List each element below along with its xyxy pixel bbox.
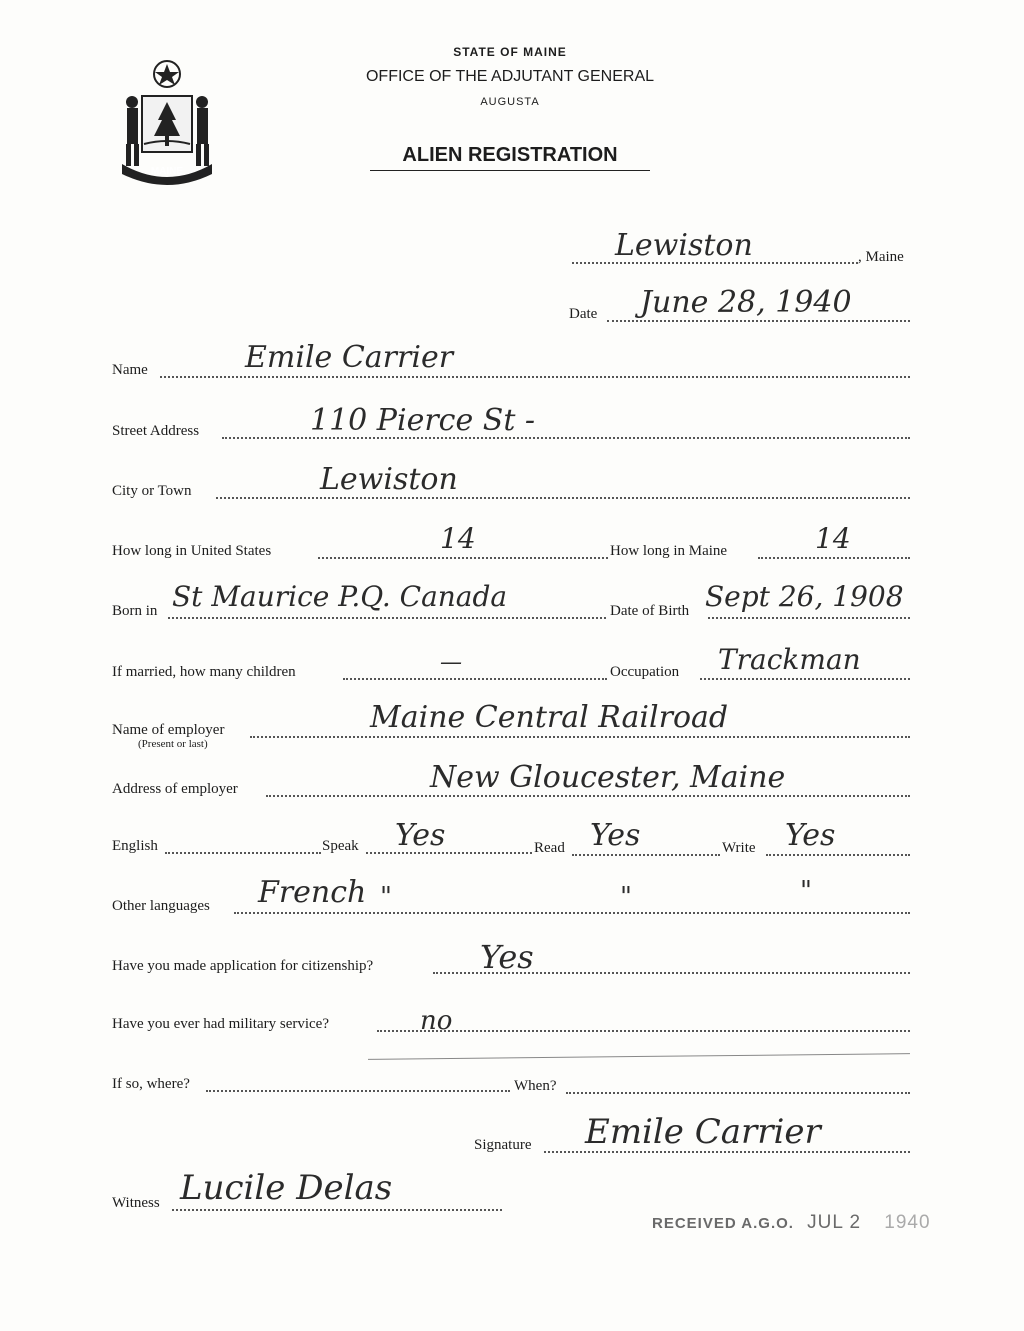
header-state: STATE OF MAINE <box>453 45 567 59</box>
write-label: Write <box>722 840 756 856</box>
write-value: Yes <box>785 818 836 853</box>
signature-label: Signature <box>474 1137 532 1153</box>
city-label: City or Town <box>112 483 192 499</box>
street-value: 110 Pierce St - <box>310 403 536 438</box>
state-seal-icon <box>112 58 222 188</box>
when-label: When? <box>514 1078 557 1094</box>
employer-address-value: New Gloucester, Maine <box>430 760 786 795</box>
title-underline <box>370 170 650 171</box>
date-of-birth-label: Date of Birth <box>610 603 690 619</box>
read-label: Read <box>534 840 565 856</box>
occupation-value: Trackman <box>718 643 861 676</box>
born-in-label: Born in <box>112 603 158 619</box>
how-long-us-value: 14 <box>440 522 476 555</box>
read-value: Yes <box>590 818 641 853</box>
street-label: Street Address <box>112 423 200 439</box>
children-value: — <box>440 650 462 675</box>
seal-text: MAINE <box>150 166 184 177</box>
employer-address-label: Address of employer <box>112 781 238 797</box>
name-value: Emile Carrier <box>245 340 454 375</box>
how-long-maine-value: 14 <box>815 522 851 555</box>
speak-value: Yes <box>395 818 446 853</box>
witness-label: Witness <box>112 1195 160 1211</box>
date-of-birth-value: Sept 26, 1908 <box>705 580 904 613</box>
how-long-maine-label: How long in Maine <box>610 543 728 559</box>
speak-label: Speak <box>322 838 359 854</box>
military-label: Have you ever had military service? <box>112 1016 329 1032</box>
received-stamp-date: JUL 2 <box>807 1212 862 1233</box>
how-long-us-label: How long in United States <box>112 543 272 559</box>
form-title: ALIEN REGISTRATION <box>402 144 618 166</box>
citizenship-value: Yes <box>480 938 534 976</box>
town-value: Lewiston <box>615 228 753 263</box>
english-label: English <box>112 838 158 854</box>
military-strike-line <box>368 1053 910 1060</box>
military-value: no <box>420 1006 453 1036</box>
where-label: If so, where? <box>112 1076 190 1092</box>
received-stamp-year: 1940 <box>884 1212 931 1233</box>
received-stamp-text: RECEIVED A.G.O. <box>652 1215 794 1232</box>
ditto-mark-1: " <box>380 882 392 912</box>
city-value: Lewiston <box>320 462 458 497</box>
witness-value: Lucile Delas <box>180 1168 393 1208</box>
date-label: Date <box>569 306 598 322</box>
received-stamp <box>652 1212 931 1234</box>
date-value: June 28, 1940 <box>640 285 852 320</box>
name-label: Name <box>112 362 148 378</box>
citizenship-label: Have you made application for citizenship? <box>112 958 374 974</box>
header-office: OFFICE OF THE ADJUTANT GENERAL <box>365 68 655 85</box>
maine-label: , Maine <box>858 249 904 265</box>
other-languages-value: French <box>258 875 367 910</box>
ditto-mark-2: " <box>620 882 632 912</box>
occupation-label: Occupation <box>610 664 680 680</box>
born-in-value: St Maurice P.Q. Canada <box>172 580 508 613</box>
children-label: If married, how many children <box>112 664 296 680</box>
employer-name-label: Name of employer <box>112 722 225 738</box>
employer-name-value: Maine Central Railroad <box>370 700 729 735</box>
signature-value: Emile Carrier <box>585 1112 821 1152</box>
header-city: AUGUSTA <box>480 96 540 108</box>
employer-sub-label: (Present or last) <box>138 738 208 750</box>
other-languages-label: Other languages <box>112 898 210 914</box>
ditto-mark-3: " <box>800 876 812 906</box>
